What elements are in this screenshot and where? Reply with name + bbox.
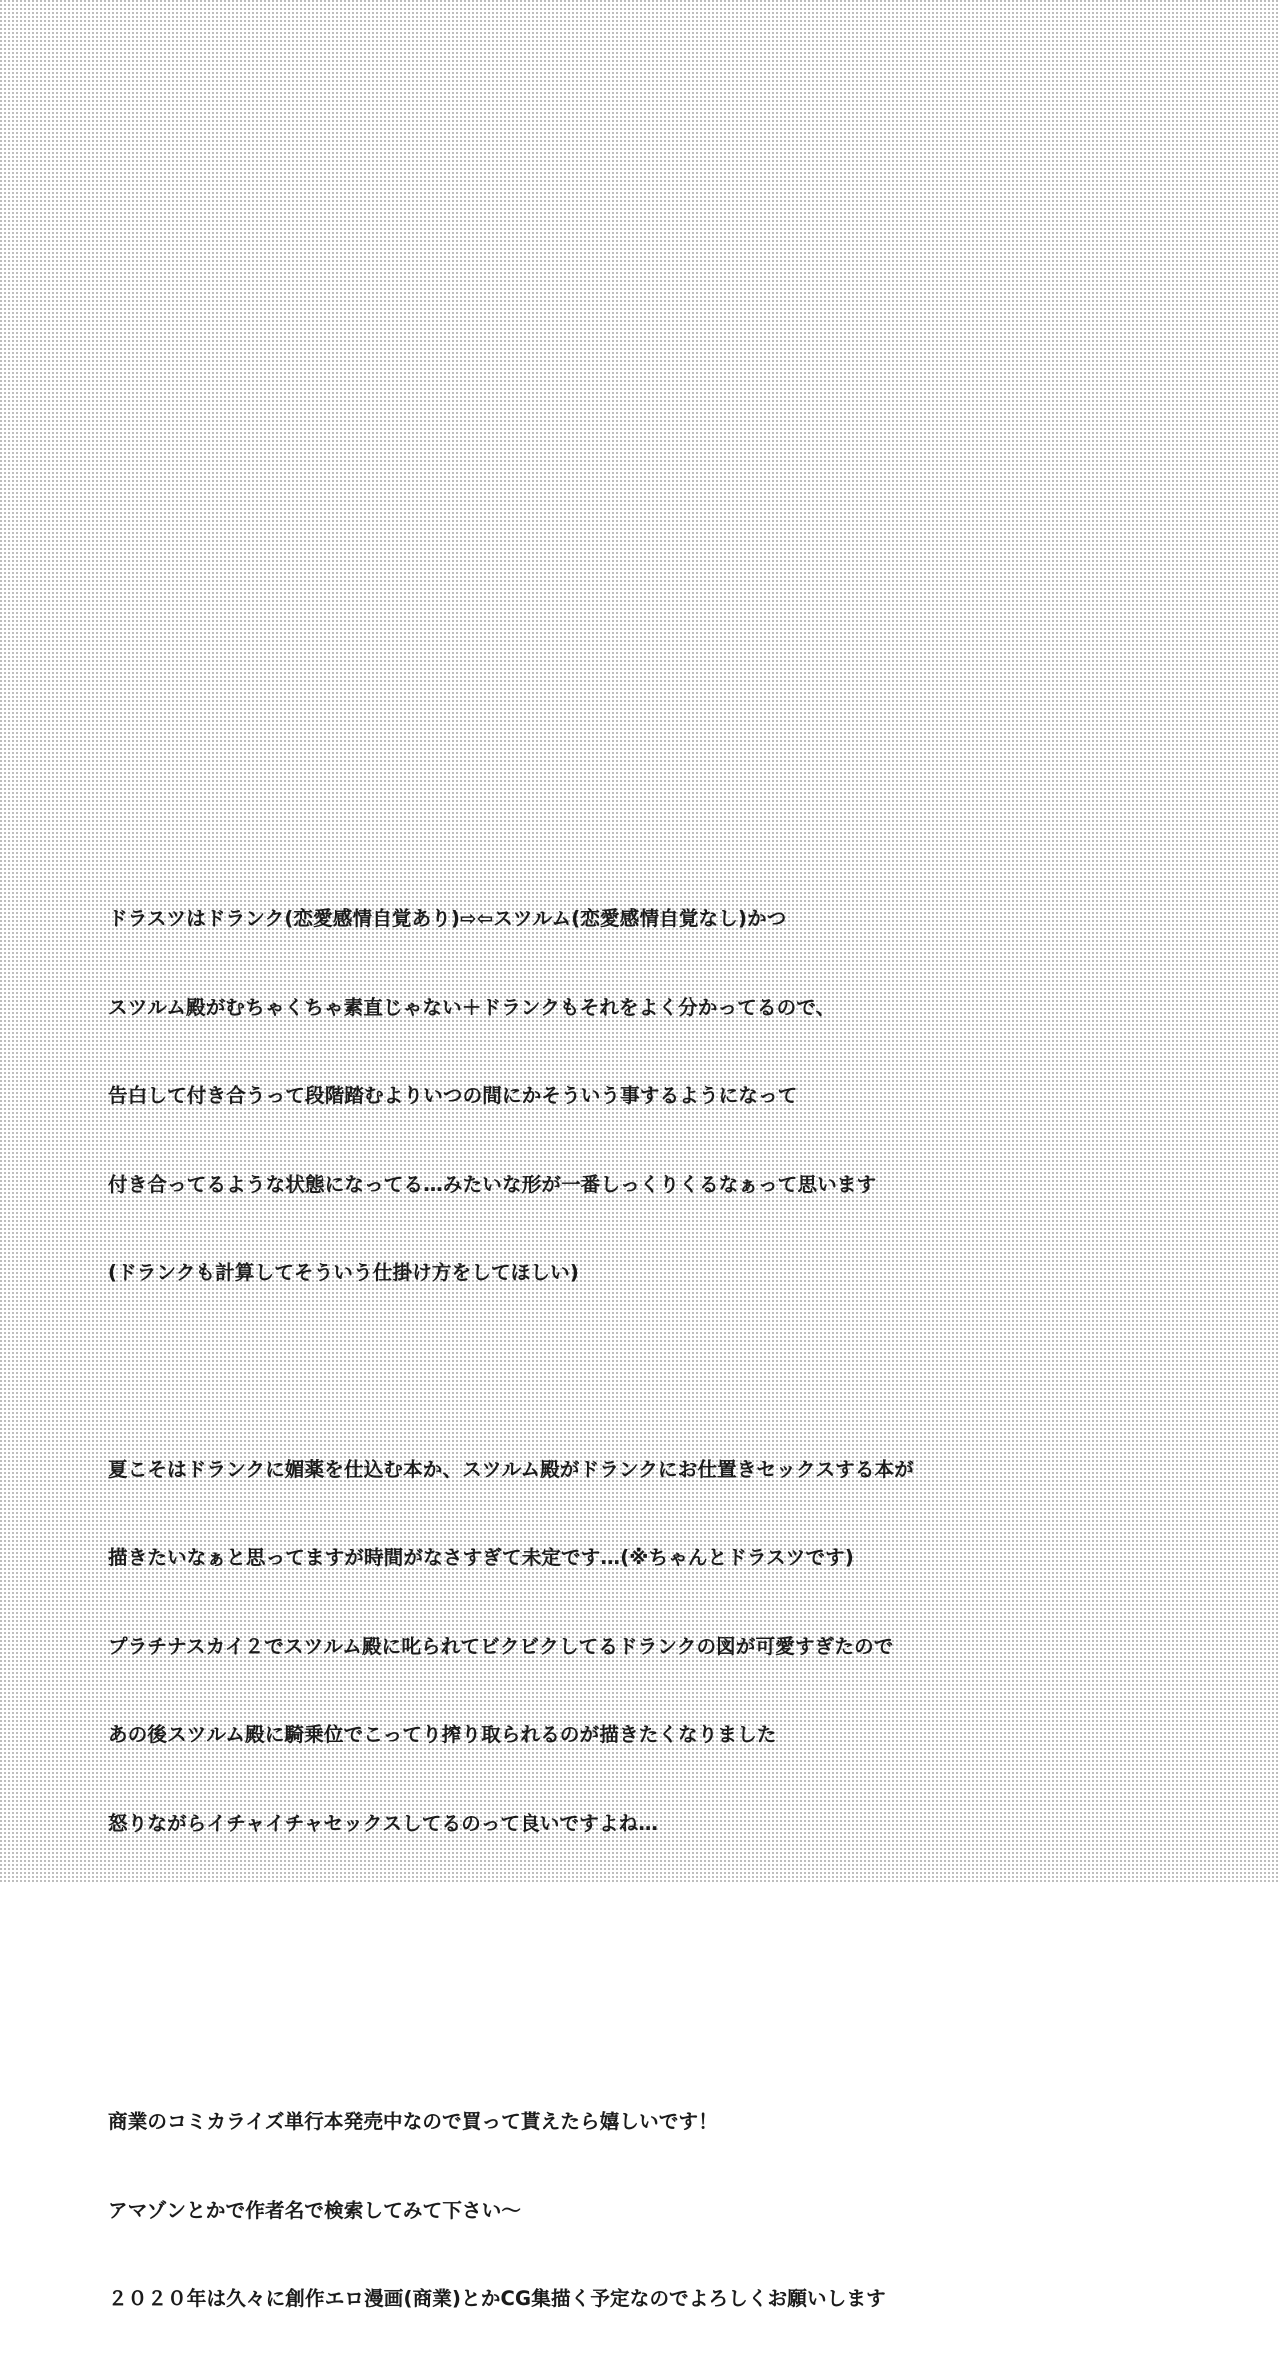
text-line: スツルム殿がむちゃくちゃ素直じゃない＋ドランクもそれをよく分かってるので、: [108, 995, 836, 1019]
text-line: 商業のコミカライズ単行本発売中なので買って貰えたら嬉しいです！: [108, 2110, 718, 2133]
text-line: 付き合ってるような状態になってる…みたいな形が一番しっくりくるなぁって思います: [108, 1172, 877, 1196]
text-line: プラチナスカイ２でスツルム殿に叱られてビクビクしてるドランクの図が可愛すぎたので: [108, 1634, 894, 1658]
text-line: 怒りながらイチャイチャセックスしてるのって良いですよね…: [108, 1811, 659, 1835]
text-line: あの後スツルム殿に騎乗位でこってり搾り取られるのが描きたくなりました: [108, 1723, 777, 1746]
text-line: 夏こそはドランクに媚薬を仕込む本か、スツルム殿がドランクにお仕置きセックスする本が: [108, 1457, 914, 1481]
text-line: ２０２０年は久々に創作エロ漫画(商業)とかCG集描く予定なのでよろしくお願いします: [108, 2287, 886, 2310]
afterword-text-content: [108, 845, 1198, 2373]
text-line: 描きたいなぁと思ってますが時間がなさすぎて未定です…(※ちゃんとドラスツです): [108, 1546, 854, 1569]
text-line: 告白して付き合うって段階踏むよりいつの間にかそういう事するようになって: [108, 1084, 798, 1107]
paragraph-announcement: [108, 2048, 1198, 2373]
text-line: アマゾンとかで作者名で検索してみて下さい〜: [108, 2198, 522, 2222]
text-line: (ドランクも計算してそういう仕掛け方をしてほしい): [108, 1261, 579, 1284]
paragraph-summer-plans: [108, 1396, 1198, 1898]
text-line: ドラスツはドランク(恋愛感情自覚あり)⇨⇦スツルム(恋愛感情自覚なし)かつ: [108, 907, 787, 930]
paragraph-pairing-notes: [108, 845, 1198, 1347]
